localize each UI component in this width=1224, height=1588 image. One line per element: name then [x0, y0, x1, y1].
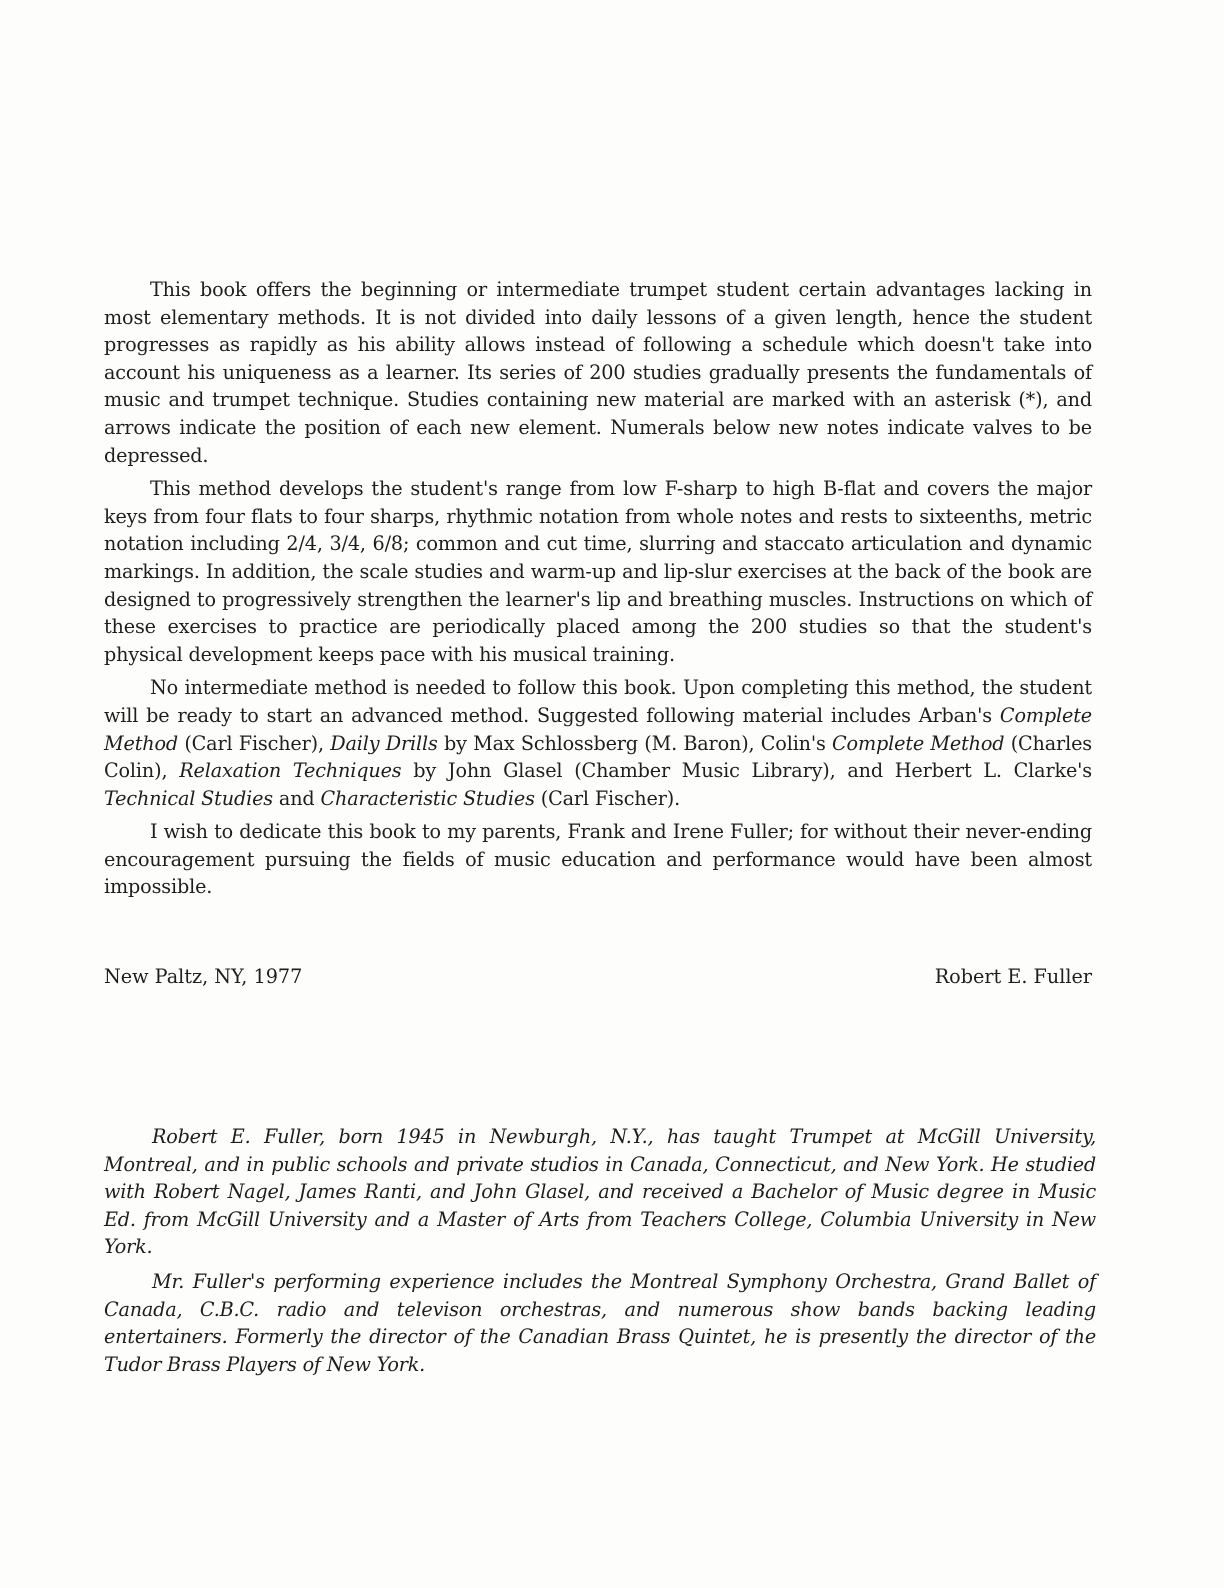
preface-paragraph-dedication: I wish to dedicate this book to my parents, Frank and Irene Fuller; for without their never-ending encouragement pursuing the fields of music education and performance would have been almost impossible.: [104, 820, 1092, 899]
book-title: Characteristic Studies: [320, 786, 535, 810]
text-run: (Charles Colin),: [104, 731, 1092, 783]
text-run: (Carl Fischer).: [534, 786, 681, 810]
signature-line: [104, 963, 1092, 991]
text-run: No intermediate method is needed to follow this book. Upon completing this method, the student will be ready to start an advanced method. Suggested following material includes Arban's: [104, 676, 1092, 727]
preface-section: [104, 276, 1092, 907]
place-and-date: New Paltz, NY, 1977: [104, 965, 303, 988]
text-run: by Max Schlossberg (M. Baron), Colin's: [437, 731, 833, 755]
book-title: Relaxation Techniques: [179, 759, 402, 783]
preface-paragraph-further-material: [104, 674, 1092, 812]
preface-paragraph-range: This method develops the student's range from low F-sharp to high B-flat and covers the major keys from four flats to four sharps, rhythmic notation from whole notes and rests to sixteenths, metric notation including 2/4, 3/4, 6/8; common and cut time, slurring and staccato articulation and dynamic markings. In addition, the scale studies and warm-up and lip-slur exercises at the back of the book are designed to progressively strengthen the learner's lip and breathing muscles. Instructions on which of these exercises to practice are periodically placed among the 200 studies so that the student's physical development keeps pace with his musical training.: [104, 477, 1092, 666]
author-biography: [104, 1123, 1096, 1385]
text-run: by John Glasel (Chamber Music Library), and Herbert L. Clarke's: [401, 759, 1092, 783]
book-title: Complete Method: [832, 731, 1005, 755]
text-run: (Carl Fischer),: [178, 731, 331, 755]
text-run: and: [272, 786, 321, 810]
bio-paragraph-performance: Mr. Fuller's performing experience includes the Montreal Symphony Orchestra, Grand Ballet of Canada, C.B.C. radio and televison orchestras, and numerous show bands backing leading entertainers. Formerly the director of the Canadian Brass Quintet, he is presently the director of the Tudor Brass Players of New York.: [104, 1269, 1096, 1376]
bio-paragraph-education: Robert E. Fuller, born 1945 in Newburgh, N.Y., has taught Trumpet at McGill University, Montreal, and in public schools and private studios in Canada, Connecticut, and New York. He studied with Robert Nagel, James Ranti, and John Glasel, and received a Bachelor of Music degree in Music Ed. from McGill University and a Master of Arts from Teachers College, Columbia University in New York.: [104, 1125, 1096, 1259]
book-title: Technical Studies: [104, 786, 273, 810]
preface-paragraph-intro: This book offers the beginning or intermediate trumpet student certain advantages lacking in most elementary methods. It is not divided into daily lessons of a given length, hence the student progresses as rapidly as his ability allows instead of following a schedule which doesn't take into account his uniqueness as a learner. Its series of 200 studies gradually presents the fundamentals of music and trumpet technique. Studies containing new material are marked with an asterisk (*), and arrows indicate the position of each new element. Numerals below new notes indicate valves to be depressed.: [104, 278, 1092, 467]
book-title: Complete Method: [104, 703, 1092, 755]
book-title: Daily Drills: [330, 731, 438, 755]
author-name: Robert E. Fuller: [934, 965, 1092, 988]
